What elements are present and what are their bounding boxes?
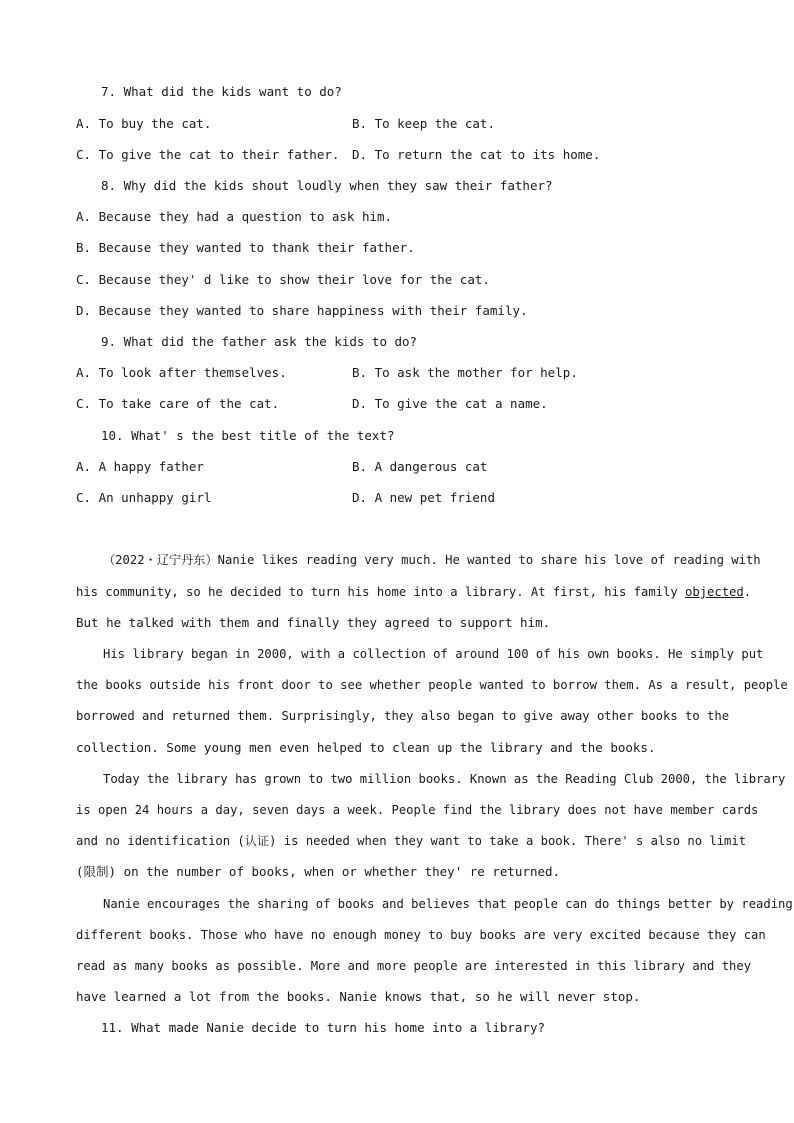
option-10a: A. A happy father: [76, 459, 204, 474]
passage-p1-text: Nanie likes reading very much. He wanted to share his love of reading with: [217, 553, 761, 567]
passage-p4-line2: different books. Those who have no enough money to buy books are very excited because they can: [76, 928, 766, 942]
question-8: 8. Why did the kids shout loudly when they saw their father?: [101, 178, 553, 193]
passage-p2-line2: the books outside his front door to see whether people wanted to borrow them. As a result, people: [76, 678, 788, 692]
question-9: 9. What did the father ask the kids to do?: [101, 334, 418, 349]
option-7d: D. To return the cat to its home.: [352, 147, 601, 162]
option-10b: B. A dangerous cat: [352, 459, 488, 474]
passage-p2-line1: His library began in 2000, with a collection of around 100 of his own books. He simply put: [103, 647, 764, 661]
option-9a: A. To look after themselves.: [76, 365, 287, 380]
option-9c: C. To take care of the cat.: [76, 396, 280, 411]
question-7: 7. What did the kids want to do?: [101, 84, 342, 99]
passage-p1-line2b: .: [743, 585, 752, 599]
passage-p4-line4: have learned a lot from the books. Nanie knows that, so he will never stop.: [76, 989, 641, 1004]
option-8d: D. Because they wanted to share happiness with their family.: [76, 303, 528, 318]
passage-p1-line3: But he talked with them and finally they agreed to support him.: [76, 615, 551, 630]
passage-p4-line1: Nanie encourages the sharing of books and believes that people can do things better by reading: [103, 897, 793, 911]
question-10: 10. What' s the best title of the text?: [101, 428, 395, 443]
option-8b: B. Because they wanted to thank their father.: [76, 240, 415, 255]
option-7a: A. To buy the cat.: [76, 116, 212, 131]
passage-p3-line2: is open 24 hours a day, seven days a week. People find the library does not have member cards: [76, 803, 759, 817]
passage-p3-line1: Today the library has grown to two million books. Known as the Reading Club 2000, the library: [103, 772, 786, 786]
word-objected: objected: [685, 585, 744, 599]
passage-p3-line3: and no identification (认证) is needed when they want to take a book. There' s also no limit: [76, 834, 747, 848]
passage-source: （2022・辽宁丹东）: [103, 553, 218, 567]
option-7c: C. To give the cat to their father.: [76, 147, 340, 162]
passage-p2-line3: borrowed and returned them. Surprisingly, they also began to give away other books to the: [76, 709, 730, 723]
passage-p4-line3: read as many books as possible. More and more people are interested in this library and they: [76, 959, 752, 973]
option-8a: A. Because they had a question to ask him.: [76, 209, 393, 224]
option-8c: C. Because they' d like to show their love for the cat.: [76, 272, 490, 287]
option-7b: B. To keep the cat.: [352, 116, 495, 131]
passage-p1-line1: [103, 552, 761, 568]
option-9d: D. To give the cat a name.: [352, 396, 548, 411]
option-9b: B. To ask the mother for help.: [352, 365, 578, 380]
passage-p2-line4: collection. Some young men even helped to clean up the library and the books.: [76, 740, 656, 755]
passage-p1-line2a: his community, so he decided to turn his home into a library. At first, his family: [76, 585, 686, 599]
option-10c: C. An unhappy girl: [76, 490, 212, 505]
passage-p1-line2: [76, 584, 752, 600]
passage-p3-line4: (限制) on the number of books, when or whether they' re returned.: [76, 864, 561, 879]
question-11: 11. What made Nanie decide to turn his home into a library?: [101, 1020, 546, 1035]
option-10d: D. A new pet friend: [352, 490, 495, 505]
